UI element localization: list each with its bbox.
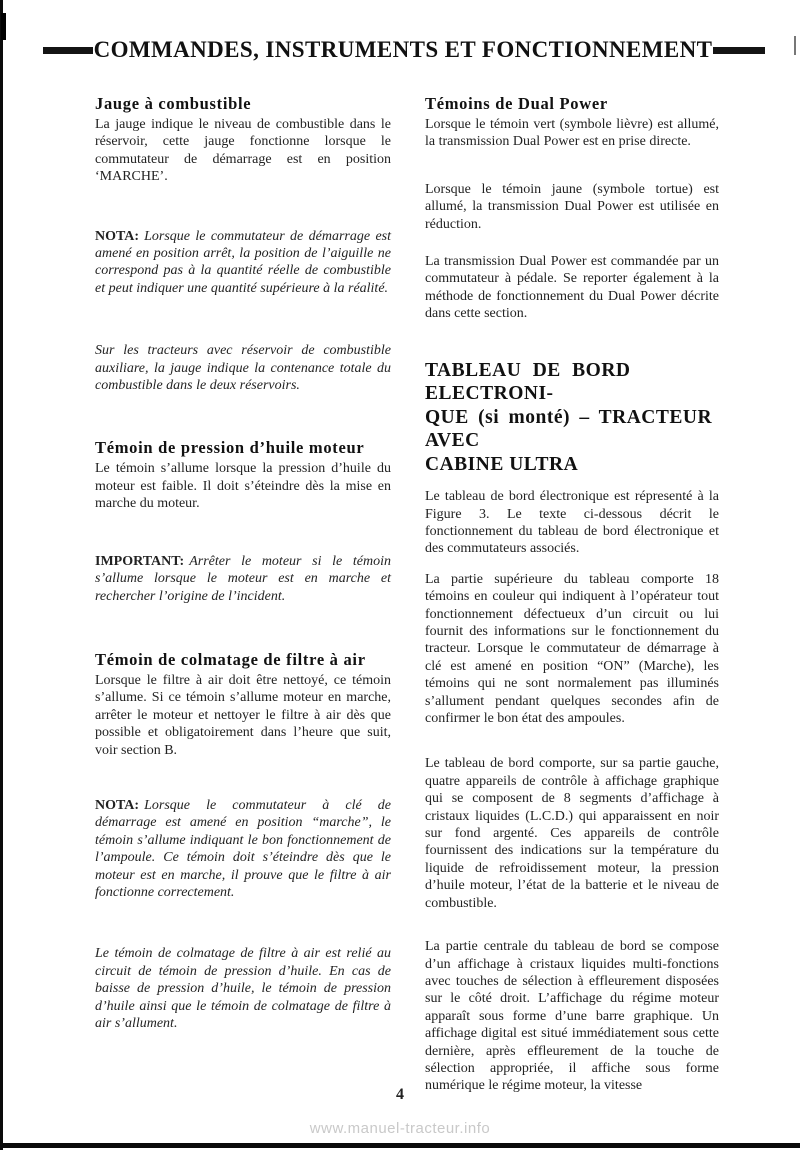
heading-colmatage-filtre: Témoin de colmatage de filtre à air bbox=[95, 649, 366, 669]
important-label: IMPORTANT: bbox=[95, 553, 185, 569]
para-tableau-figure3: Le tableau de bord électronique est répresenté à la Figure 3. Le texte ci-dessous décrit le fonctionnement du tableau de bord électronique et des commutateurs associés. bbox=[425, 489, 719, 557]
heading-dual-power: Témoins de Dual Power bbox=[425, 94, 608, 113]
nota-label: NOTA: bbox=[95, 228, 140, 244]
nota-text: Lorsque le commutateur à clé de démarrage est amené en position “marche”, le témoin s’allume indiquant le bon fonctionnement de l’ampoule. Ce témoin doit s’éteindre dès que le moteur est en marche, il prouve que le filtre à air fonctionne correctement. bbox=[95, 797, 391, 900]
nota-text: Lorsque le commutateur de démarrage est amené en position arrêt, la position de l’aiguille ne correspond pas à la quantité réelle de combustible et peut indiquer une quantité supérieure à la réalité. bbox=[95, 228, 391, 296]
header-rule-left bbox=[43, 47, 93, 54]
para-colmatage-body: Lorsque le filtre à air doit être nettoyé, ce témoin s’allume. Si ce témoin s’allume moteur en marche, arrêter le moteur et nettoyer le filtre à air dès que possible et obligatoirement dans l’heure que suit, voir section B. bbox=[95, 672, 391, 758]
heading-tableau-bord-line2: QUE (si monté) – TRACTEUR AVEC bbox=[425, 406, 713, 452]
page-title: COMMANDES, INSTRUMENTS ET FONCTIONNEMENT bbox=[93, 37, 713, 62]
para-important bbox=[95, 553, 391, 605]
page-header bbox=[88, 37, 720, 63]
para-pression-huile-body: Le témoin s’allume lorsque la pression d’huile du moteur est faible. Il doit s’éteindre dès la mise en marche du moteur. bbox=[95, 461, 391, 512]
scan-edge-bottom bbox=[0, 1143, 800, 1148]
para-tableau-appareils: Le tableau de bord comporte, sur sa partie gauche, quatre appareils de contrôle à affichage graphique qui se composent de 8 segments d’affichage à cristaux liquides (L.C.D.) qui apparaissent en noir sur fond argenté. Ces appareils de contrôle fournissent des indications sur la température du liquide de refroidissement moteur, la pression d’huile moteur, l’état de la batterie et le niveau de combustible. bbox=[425, 756, 719, 911]
right-column bbox=[425, 94, 719, 1095]
nota-label: NOTA: bbox=[95, 797, 140, 813]
left-column bbox=[95, 94, 391, 1032]
para-nota-filtre bbox=[95, 797, 391, 901]
para-reservoir-auxiliaire: Sur les tracteurs avec réservoir de combustible auxiliare, la jauge indique la contenance totale du combustible dans le deux réservoirs. bbox=[95, 343, 391, 394]
scan-artifact-left bbox=[1, 13, 6, 40]
heading-jauge-combustible: Jauge à combustible bbox=[95, 94, 252, 113]
para-tableau-partie-centrale: La partie centrale du tableau de bord se compose d’un affichage à cristaux liquides multi-fonctions avec touches de sélection à effleurement disposées sur le côté droit. L’affichage du régime moteur apparaît sous forme d’une barre graphique. Un affichage digital est situé immédiatement sous cette dernière, après effleurement de la touche de sélection appropriée, il affiche sous forme numérique le régime moteur, la vitesse bbox=[425, 939, 719, 1094]
para-dual-power-vert: Lorsque le témoin vert (symbole lièvre) est allumé, la transmission Dual Power est en prise directe. bbox=[425, 117, 719, 150]
scan-artifact-right bbox=[794, 36, 796, 55]
scan-edge-left bbox=[0, 0, 3, 1150]
para-tableau-temoins18: La partie supérieure du tableau comporte 18 témoins en couleur qui indiquent à l’opérateur tout fonctionnement défectueux d’un circuit ou lui fournit des informations sur le fonctionnement du tracteur. Lorsque le commutateur de démarrage à clé est amené en position “ON” (Marche), les témoins qui ne sont normalement pas illuminés s’allument pendant quelques secondes afin de confirmer le bon état des ampoules. bbox=[425, 571, 719, 727]
heading-tableau-bord-line3: CABINE ULTRA bbox=[425, 453, 579, 475]
para-dual-power-jaune: Lorsque le témoin jaune (symbole tortue) est allumé, la transmission Dual Power est utilisée en réduction. bbox=[425, 181, 719, 232]
heading-pression-huile: Témoin de pression d’huile moteur bbox=[95, 438, 365, 458]
important-text: Arrêter le moteur si le témoin s’allume lorsque le moteur est en marche et rechercher l’origine de l’incident. bbox=[95, 553, 391, 604]
header-rule-right bbox=[713, 47, 765, 54]
para-nota-jauge bbox=[95, 228, 391, 298]
para-dual-power-pedale: La transmission Dual Power est commandée par un commutateur à pédale. Se reporter également à la méthode de fonctionnement du Dual Power décrite dans cette section. bbox=[425, 254, 719, 322]
watermark: www.manuel-tracteur.info bbox=[309, 1120, 491, 1137]
heading-tableau-bord bbox=[425, 359, 719, 477]
para-temoin-relie: Le témoin de colmatage de filtre à air est relié au circuit de témoin de pression d’huile. En cas de baisse de pression d’huile, le témoin de pression d’huile ainsi que le témoin de colmatage de filtre à air s’allument. bbox=[95, 946, 391, 1031]
para-jauge-body: La jauge indique le niveau de combustible dans le réservoir, cette jauge fonctionne lorsque le commutateur de démarrage est en position ‘MARCHE’. bbox=[95, 117, 391, 185]
footer-page-number: 4 bbox=[396, 1086, 404, 1103]
heading-tableau-bord-line1: TABLEAU DE BORD ELECTRONI- bbox=[425, 359, 631, 405]
